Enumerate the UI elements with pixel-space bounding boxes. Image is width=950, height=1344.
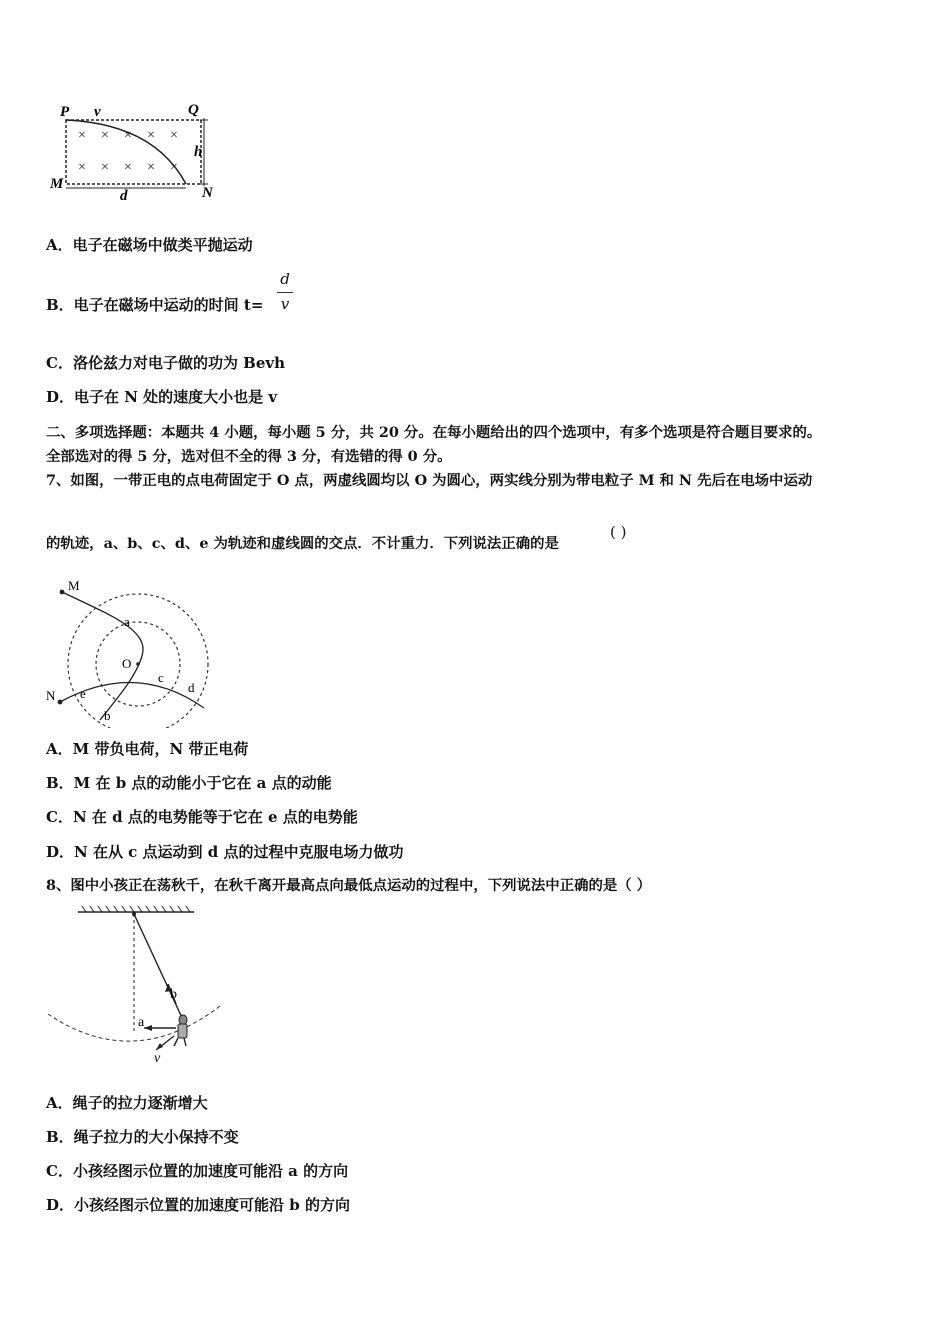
swing-figure [44,904,234,1068]
fraction-numerator: d [280,270,290,288]
label-N: N [202,185,213,201]
cross-mark: × [78,128,86,143]
orbit-label-O: O [122,656,132,671]
cross-mark: × [101,160,109,175]
q8-option-b: B．绳子拉力的大小保持不变 [46,1128,239,1146]
cross-mark: × [124,160,132,175]
label-P: P [60,104,70,120]
cross-mark: × [124,128,132,143]
orbit-label-d: d [188,680,195,695]
fraction-denominator: v [280,295,290,313]
swing-label-v: v [154,1051,161,1066]
orbit-label-c: c [158,670,164,685]
fraction-bar [277,292,293,293]
q6-option-b: B．电子在磁场中运动的时间 t= [46,296,264,314]
label-v: v [94,104,101,120]
q7-option-d: D．N 在从 c 点运动到 d 点的过程中克服电场力做功 [46,843,404,861]
orbit-label-a: a [124,614,130,629]
orbit-label-e: e [80,686,86,701]
cross-mark: × [170,160,178,175]
orbit-label-b: b [104,708,111,723]
q7-option-c: C．N 在 d 点的电势能等于它在 e 点的电势能 [46,808,358,826]
q7-stem-line1: 7、如图，一带正电的点电荷固定于 O 点，两虚线圆均以 O 为圆心，两实线分别为带电粒子 M 和 N 先后在电场中运动 [46,472,813,489]
charge-trajectory-figure [40,570,220,728]
label-M: M [50,176,64,192]
q6-option-a: A．电子在磁场中做类平抛运动 [46,236,253,254]
cross-mark: × [170,128,178,143]
q8-option-a: A．绳子的拉力逐渐增大 [46,1094,208,1112]
cross-mark: × [78,160,86,175]
q8-option-c: C．小孩经图示位置的加速度可能沿 a 的方向 [46,1162,349,1180]
section-heading-line1: 二、多项选择题：本题共 4 小题，每小题 5 分，共 20 分。在每小题给出的四个选项中，有多个选项是符合题目要求的。 [46,424,822,441]
q7-option-b: B．M 在 b 点的动能小于它在 a 点的动能 [46,774,332,792]
orbit-label-M: M [68,578,80,593]
q6-option-d: D．电子在 N 处的速度大小也是 v [46,388,278,406]
label-d: d [120,188,128,204]
swing-label-b: b [170,987,177,1002]
magnetic-field-figure [44,96,234,208]
q8-stem: 8、图中小孩正在荡秋千，在秋千离开最高点向最低点运动的过程中，下列说法中正确的是（ ） [46,877,652,894]
cross-mark: × [147,160,155,175]
q8-option-d: D．小孩经图示位置的加速度可能沿 b 的方向 [46,1196,350,1214]
cross-mark: × [101,128,109,143]
label-h: h [194,144,203,160]
q7-answer-paren: ( ) [610,523,627,541]
q7-option-a: A．M 带负电荷，N 带正电荷 [46,740,249,758]
cross-mark: × [147,128,155,143]
swing-label-a: a [138,1015,145,1030]
q7-stem-line2: 的轨迹，a、b、c、d、e 为轨迹和虚线圆的交点．不计重力．下列说法正确的是 [46,535,559,552]
section-heading-line2: 全部选对的得 5 分，选对但不全的得 3 分，有选错的得 0 分。 [46,448,452,465]
orbit-label-N: N [46,688,56,703]
label-Q: Q [188,102,199,118]
q6-option-c: C．洛伦兹力对电子做的功为 Bevh [46,354,286,372]
